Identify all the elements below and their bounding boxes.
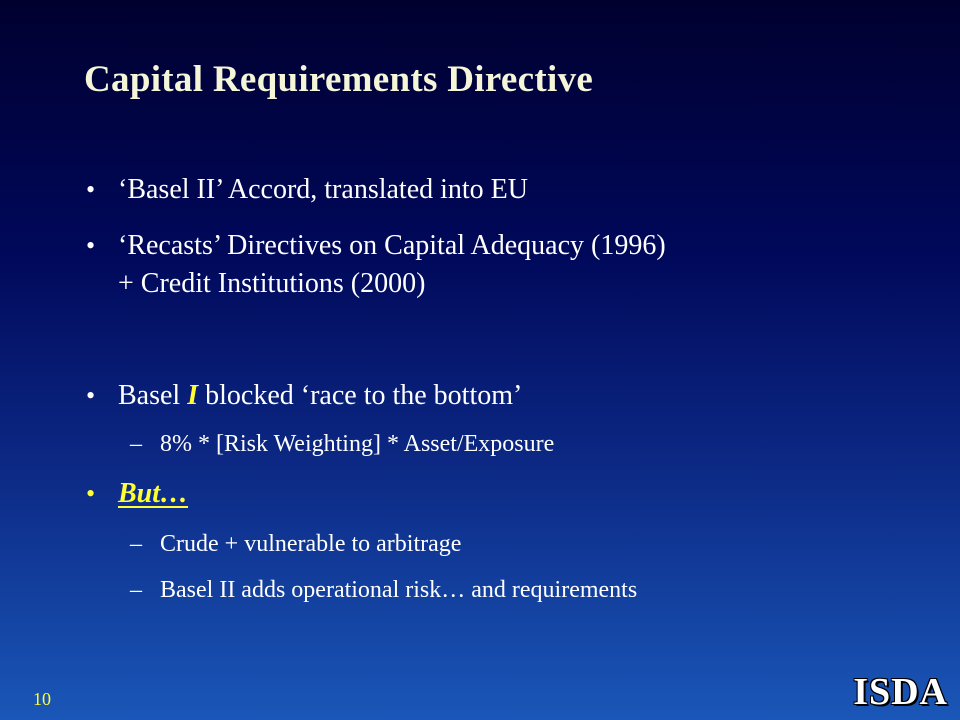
sub-bullet-text: Crude + vulnerable to arbitrage bbox=[160, 531, 462, 557]
bullet-text-emphasis: I bbox=[187, 380, 199, 411]
bullet-marker: • bbox=[86, 231, 96, 260]
bullet-text bbox=[118, 378, 522, 414]
dash-marker: – bbox=[130, 531, 142, 557]
sub-bullet-text: Basel II adds operational risk… and requirements bbox=[160, 577, 638, 603]
dash-marker: – bbox=[130, 431, 142, 457]
dash-marker: – bbox=[130, 577, 142, 603]
bullet-marker: • bbox=[86, 381, 96, 410]
bullet-marker: • bbox=[86, 175, 96, 204]
slide-title: Capital Requirements Directive bbox=[84, 59, 594, 100]
bullet-text: ‘Basel II’ Accord, translated into EU bbox=[118, 174, 529, 205]
bullet-text-pre: Basel bbox=[118, 380, 188, 411]
isda-logo: ISDA bbox=[853, 671, 948, 713]
bullet-text-line1: ‘Recasts’ Directives on Capital Adequacy (1996) bbox=[118, 230, 666, 261]
bullet-text-line2: + Credit Institutions (2000) bbox=[118, 268, 426, 299]
page-number: 10 bbox=[33, 689, 51, 709]
bullet-marker: • bbox=[86, 479, 96, 508]
sub-bullet-text: 8% * [Risk Weighting] * Asset/Exposure bbox=[160, 431, 555, 457]
bullet-text-post: blocked ‘race to the bottom’ bbox=[198, 380, 523, 411]
bullet-text-but: But… bbox=[118, 478, 189, 509]
